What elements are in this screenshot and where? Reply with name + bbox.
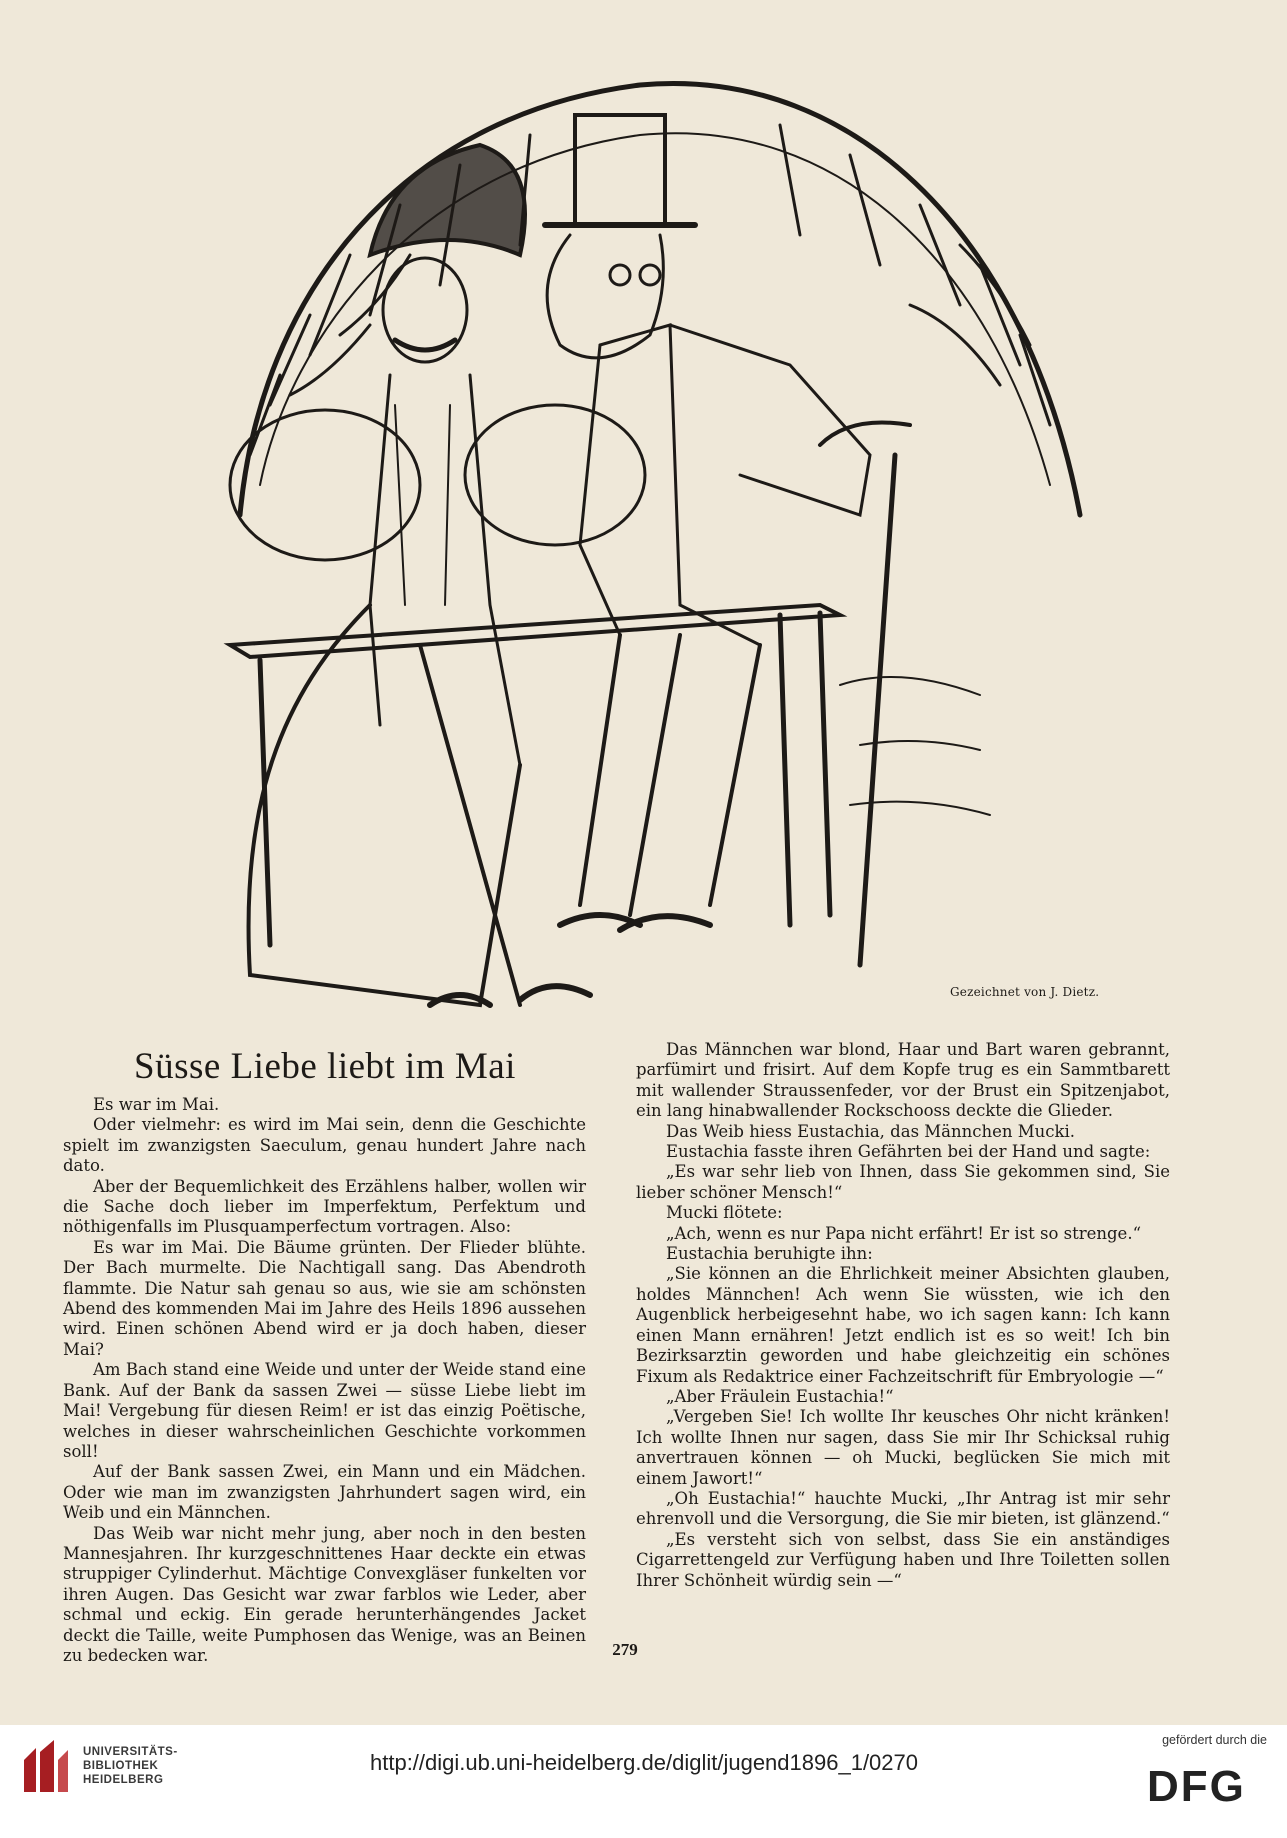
paragraph: Es war im Mai. Die Bäume grünten. Der Flieder blühte. Der Bach murmelte. Die Nachtigall sang. Das Abendroth flammte. Die Natur sah genau so aus, wie sie am schönsten Abend des kommenden Mai im Jahre des Heils 1896 aussehen wird. Einen schönen Abend wird er ja doch haben, dieser Mai? bbox=[63, 1237, 586, 1359]
paragraph: „Aber Fräulein Eustachia!“ bbox=[666, 1386, 894, 1406]
paragraph: „Es versteht sich von selbst, dass Sie ein anständiges Cigarrettengeld zur Verfügung haben und Ihre Toiletten sollen Ihrer Schönheit würdig sein —“ bbox=[636, 1529, 1170, 1590]
illustration-couple-on-bench bbox=[220, 45, 1100, 1030]
paragraph: Am Bach stand eine Weide und unter der Weide stand eine Bank. Auf der Bank da sassen Zwei — süsse Liebe liebt im Mai! Vergebung für diesen Reim! er ist das einzig Poëtische, welches in dieser wahrscheinlichen Geschichte vorkommen soll! bbox=[63, 1360, 586, 1461]
paragraph: Auf der Bank sassen Zwei, ein Mann und ein Mädchen. Oder wie man im zwanzigsten Jahrhundert sagen wird, ein Weib und ein Männchen. bbox=[63, 1462, 586, 1523]
paragraph: Mucki flötete: bbox=[666, 1203, 783, 1223]
paragraph: Das Weib hiess Eustachia, das Männchen Mucki. bbox=[666, 1121, 1076, 1141]
paragraph: Es war im Mai. bbox=[93, 1095, 220, 1114]
paragraph: Eustachia fasste ihren Gefährten bei der Hand und sagte: bbox=[666, 1142, 1151, 1162]
paragraph: „Es war sehr lieb von Ihnen, dass Sie gekommen sind, Sie lieber schöner Mensch!“ bbox=[636, 1162, 1170, 1202]
funded-by-label: gefördert durch die bbox=[1162, 1733, 1267, 1747]
paragraph: Oder vielmehr: es wird im Mai sein, denn die Geschichte spielt im zwanzigsten Saeculum, genau hundert Jahre nach dato. bbox=[63, 1115, 586, 1176]
paragraph: „Vergeben Sie! Ich wollte Ihr keusches Ohr nicht kränken! Ich wollte Ihnen nur sagen, dass Sie mir Ihr Schicksal ruhig anvertrauen können — oh Mucki, beglücken Sie mich mit einem Jawort!“ bbox=[636, 1407, 1170, 1488]
university-library-logo-icon bbox=[20, 1738, 72, 1796]
paragraph: Aber der Bequemlichkeit des Erzählens halber, wollen wir die Sache doch lieber im Imperfektum, Perfektum und nöthigenfalls im Plusquamperfectum vortragen. Also: bbox=[63, 1176, 586, 1237]
uni-name-line: BIBLIOTHEK bbox=[83, 1760, 159, 1772]
university-library-name bbox=[83, 1745, 178, 1787]
article-title: Süsse Liebe liebt im Mai bbox=[134, 1046, 516, 1087]
article-right-column bbox=[636, 1040, 1170, 1591]
paragraph: Eustachia beruhigte ihn: bbox=[666, 1244, 873, 1264]
dfg-logo-text: DFG bbox=[1147, 1765, 1246, 1805]
paragraph: „Ach, wenn es nur Papa nicht erfährt! Er ist so strenge.“ bbox=[666, 1223, 1142, 1243]
uni-name-line: HEIDELBERG bbox=[83, 1774, 164, 1786]
dfg-logo-icon bbox=[1145, 1765, 1270, 1805]
uni-name-line: UNIVERSITÄTS- bbox=[83, 1746, 178, 1758]
paragraph: Das Männchen war blond, Haar und Bart waren gebrannt, parfümirt und frisirt. Auf dem Kopfe trug es ein Sammtbarett mit wallender Straussenfeder, vor der Brust ein Spitzenjabot, ein lang hinabwallender Rockschooss deckte die Glieder. bbox=[636, 1040, 1170, 1121]
paragraph: „Sie können an die Ehrlichkeit meiner Absichten glauben, holdes Männchen! Ach wenn Sie wüssten, wie ich den Augenblick herbeigesehnt habe, wo ich sagen kann: Ich kann einen Mann ernähren! Jetzt endlich ist es so weit! Ich bin Bezirksarztin geworden und habe gleichzeitig ein schönes Fixum als Redaktrice einer Fachzeitschrift für Embryologie —“ bbox=[636, 1264, 1170, 1386]
paragraph: Das Weib war nicht mehr jung, aber noch in den besten Mannesjahren. Ihr kurzgeschnittenes Haar deckte ein etwas struppiger Cylinderhut. Mächtige Convexgläser funkelten vor ihren Augen. Das Gesicht war zwar farblos wie Leder, aber schmal und eckig. Ein gerade herunterhängendes Jacket deckt die Taille, weite Pumphosen das Wenige, was an Beinen zu bedecken war. bbox=[63, 1523, 586, 1665]
paragraph: „Oh Eustachia!“ hauchte Mucki, „Ihr Antrag ist mir sehr ehrenvoll und die Versorgung, die Sie mir bieten, ist glänzend.“ bbox=[636, 1488, 1170, 1529]
permalink-url[interactable]: http://digi.ub.uni-heidelberg.de/diglit/jugend1896_1/0270 bbox=[370, 1750, 918, 1775]
illustration-caption: Gezeichnet von J. Dietz. bbox=[950, 985, 1100, 999]
footer-bar bbox=[0, 1725, 1287, 1838]
article-left-column bbox=[63, 1095, 586, 1666]
page-number: 279 bbox=[612, 1640, 638, 1659]
